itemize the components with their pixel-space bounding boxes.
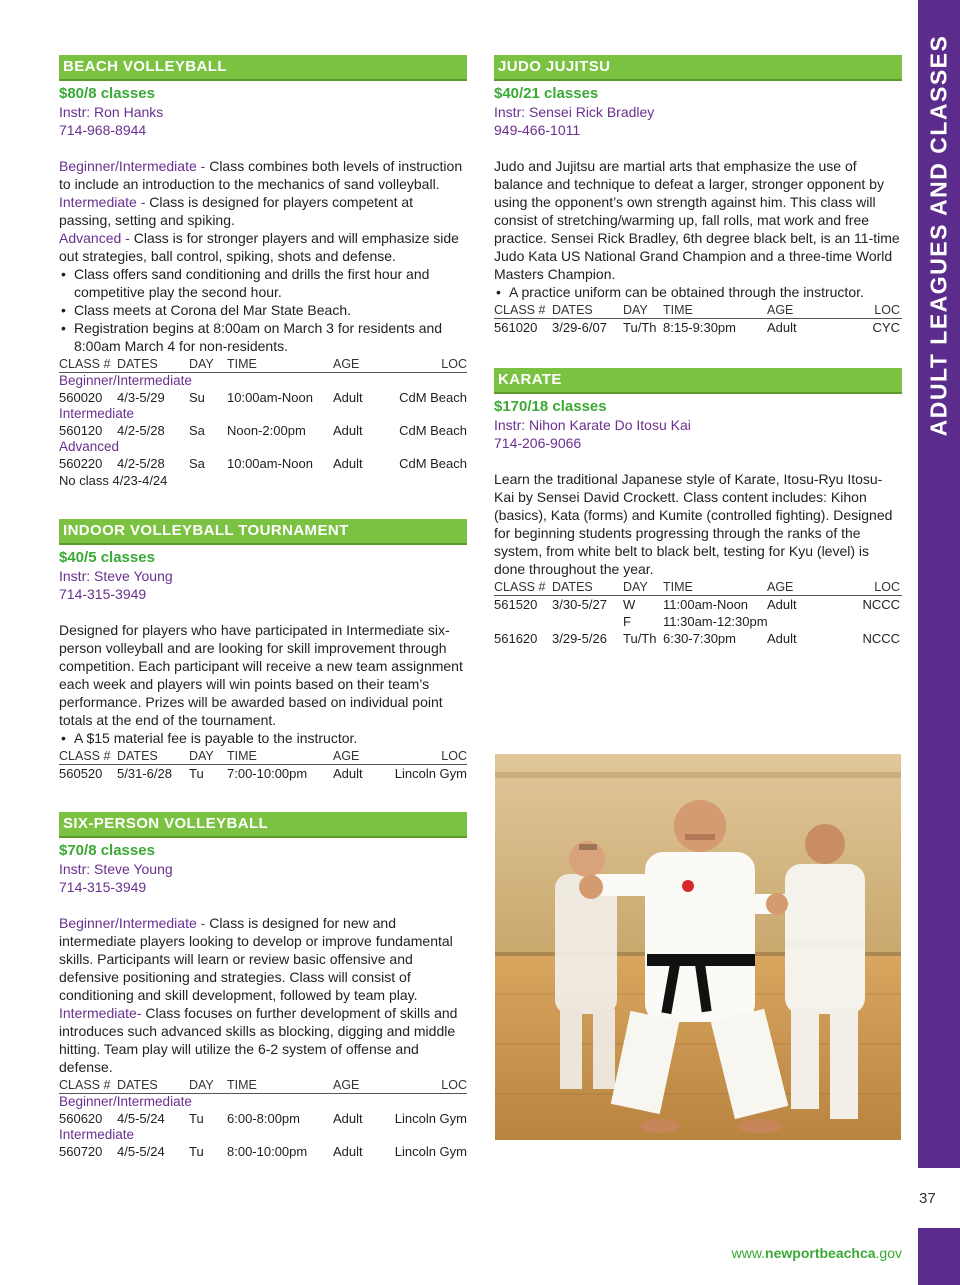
header-class: CLASS #: [494, 580, 546, 594]
table-header: [59, 1078, 467, 1094]
right-column: [494, 55, 902, 677]
instructor: Instr: Nihon Karate Do Itosu Kai: [494, 417, 691, 433]
header-age: AGE: [333, 749, 360, 763]
description: Learn the traditional Japanese style of Karate, Itosu-Ryu Itosu-Kai by Sensei David Crockett. Class content includes: Kihon (basics), Kata (forms) and Kumite (controlled fighting). Designed for beginning students progressing through the ranks of the system, from white belt to black belt, testing for Kyu (level) is done throughout the year.: [494, 471, 893, 577]
cell-day: Tu: [189, 1144, 204, 1159]
url-prefix: www.: [731, 1245, 766, 1261]
header-loc: LOC: [874, 580, 900, 594]
header-time: TIME: [227, 357, 257, 371]
cell-dates: 5/31-6/28: [117, 766, 172, 781]
level-text: Class is designed for new and intermediate players looking to develop or improve fundamental skills. Participants will learn or review basic offensive and defensive positioning and strategies. Class will consist of conditioning and skill development, followed by team play.: [59, 915, 453, 1003]
footer-url[interactable]: [732, 1245, 902, 1261]
header-time: TIME: [663, 303, 693, 317]
price: $40/5 classes: [59, 549, 155, 566]
header-dates: DATES: [117, 357, 158, 371]
cell-loc: Lincoln Gym: [394, 1144, 467, 1159]
phone: 714-206-9066: [494, 435, 582, 451]
cell-dates: [552, 613, 623, 630]
table-row: [59, 765, 467, 782]
judo-jujitsu-section: [494, 55, 902, 336]
url-domain: newportbeachca: [765, 1245, 876, 1261]
table-row: [59, 422, 467, 439]
header-class: CLASS #: [59, 749, 111, 763]
schedule-note: No class 4/23-4/24: [59, 473, 168, 488]
header-loc: LOC: [874, 303, 900, 317]
cell-age: Adult: [333, 390, 363, 405]
cell-class: 560720: [59, 1144, 103, 1159]
cell-day: Su: [189, 390, 205, 405]
price: $80/8 classes: [59, 85, 155, 102]
instructor: Instr: Steve Young: [59, 861, 173, 877]
bullet-list: [494, 283, 902, 301]
cell-age: Adult: [333, 766, 363, 781]
header-dates: DATES: [117, 749, 158, 763]
header-time: TIME: [227, 749, 257, 763]
section-heading: JUDO JUJITSU: [494, 55, 902, 81]
phone: 714-968-8944: [59, 122, 147, 138]
bullet-item: • A $15 material fee is payable to the instructor.: [74, 729, 467, 747]
phone: 949-466-1011: [494, 122, 581, 138]
level-label: Beginner/Intermediate -: [59, 915, 210, 931]
level-text: Class focuses on further development of skills and introduces such advanced skills as blocking, digging and middle hitting. Team play will utilize the 6-2 system of offense and defense.: [59, 1005, 458, 1075]
cell-class: 560220: [59, 456, 103, 471]
cell-class: [494, 613, 552, 630]
cell-class: 561620: [494, 631, 538, 646]
bullet-list: [59, 265, 467, 355]
cell-class: 561020: [494, 320, 538, 335]
header-age: AGE: [333, 357, 360, 371]
description: Designed for players who have participated in Intermediate six-person volleyball and are looking for skill improvement through competition. Each participant will receive a new team assignment each week and players will win points based on their team’s performance. Prizes will be awarded based on individual point totals at the end of the tournament.: [59, 622, 463, 728]
cell-day: Tu/Th: [623, 320, 657, 335]
cell-loc: [837, 613, 900, 630]
page-number: 37: [919, 1190, 936, 1207]
beach-volleyball-section: [59, 55, 467, 489]
karate-photo: [495, 754, 901, 1140]
header-day: DAY: [189, 1078, 214, 1092]
header-age: AGE: [333, 1078, 360, 1092]
sidebar-bottom-band: [918, 1228, 960, 1285]
instructor: Instr: Sensei Rick Bradley: [494, 104, 655, 120]
table-row: [494, 630, 902, 647]
schedule-table: [59, 357, 467, 489]
table-header: [59, 749, 467, 765]
table-row: [59, 389, 467, 406]
header-dates: DATES: [552, 580, 593, 594]
instructor: Instr: Ron Hanks: [59, 104, 164, 120]
cell-age: Adult: [333, 456, 363, 471]
cell-time: Noon-2:00pm: [227, 423, 306, 438]
level-text: Class is designed for players competent at passing, setting and spiking.: [59, 194, 414, 228]
cell-day: Tu: [189, 1111, 204, 1126]
section-heading: SIX-PERSON VOLLEYBALL: [59, 812, 467, 838]
header-time: TIME: [227, 1078, 257, 1092]
cell-time: 10:00am-Noon: [227, 390, 313, 405]
cell-time: 11:30am-12:30pm: [663, 614, 768, 629]
schedule-table: [494, 580, 902, 647]
schedule-table: [59, 749, 467, 782]
karate-section: [494, 368, 902, 647]
description: [59, 914, 467, 1004]
cell-time: 7:00-10:00pm: [227, 766, 308, 781]
price: $40/21 classes: [494, 85, 599, 102]
header-dates: DATES: [117, 1078, 158, 1092]
cell-dates: 3/29-6/07: [552, 320, 607, 335]
level-row: Beginner/Intermediate: [59, 1094, 192, 1109]
section-heading: BEACH VOLLEYBALL: [59, 55, 467, 81]
phone: 714-315-3949: [59, 586, 147, 602]
cell-dates: 3/30-5/27: [552, 597, 607, 612]
level-text: Class combines both levels of instruction to include an introduction to the mechanics of sand volleyball.: [59, 158, 463, 192]
header-loc: LOC: [441, 1078, 467, 1092]
bullet-list: [59, 729, 467, 747]
bullet-item: • Registration begins at 8:00am on March 3 for residents and 8:00am March 4 for non-residents.: [74, 319, 467, 355]
price: $170/18 classes: [494, 398, 607, 415]
schedule-table: [494, 303, 902, 336]
cell-day: Tu: [189, 766, 204, 781]
six-person-volleyball-section: [59, 812, 467, 1160]
cell-age: Adult: [767, 597, 797, 612]
table-row: [59, 455, 467, 472]
cell-age: [767, 613, 837, 630]
table-header: [494, 580, 902, 596]
cell-dates: 3/29-5/26: [552, 631, 607, 646]
cell-class: 560520: [59, 766, 103, 781]
header-class: CLASS #: [59, 357, 111, 371]
level-row: Intermediate: [59, 406, 135, 421]
level-label: Intermediate-: [59, 1005, 146, 1021]
cell-loc: Lincoln Gym: [394, 766, 467, 781]
table-row: [494, 613, 902, 630]
cell-time: 6:30-7:30pm: [663, 631, 736, 646]
level-label: Beginner/Intermediate -: [59, 158, 210, 174]
cell-day: Sa: [189, 423, 205, 438]
header-day: DAY: [623, 303, 648, 317]
header-age: AGE: [767, 303, 794, 317]
cell-class: 561520: [494, 597, 538, 612]
schedule-table: [59, 1078, 467, 1160]
cell-loc: CdM Beach: [399, 390, 467, 405]
left-column: [59, 55, 467, 1190]
cell-age: Adult: [767, 631, 797, 646]
cell-day: W: [623, 597, 636, 612]
header-day: DAY: [189, 749, 214, 763]
section-heading: INDOOR VOLLEYBALL TOURNAMENT: [59, 519, 467, 545]
level-row: Advanced: [59, 439, 120, 454]
cell-time: 10:00am-Noon: [227, 456, 313, 471]
level-text: Class is for stronger players and will emphasize side out strategies, ball control, spiking, shots and defense.: [59, 230, 459, 264]
description: [59, 157, 467, 193]
header-class: CLASS #: [59, 1078, 111, 1092]
instructor: Instr: Steve Young: [59, 568, 173, 584]
cell-loc: CdM Beach: [399, 423, 467, 438]
level-label: Advanced -: [59, 230, 134, 246]
cell-time: 11:00am-Noon: [663, 597, 749, 612]
header-loc: LOC: [441, 749, 467, 763]
url-suffix: .gov: [875, 1245, 902, 1261]
cell-age: Adult: [767, 320, 797, 335]
bullet-item: • Class meets at Corona del Mar State Beach.: [74, 301, 467, 319]
header-day: DAY: [189, 357, 214, 371]
cell-age: Adult: [333, 423, 363, 438]
description: Judo and Jujitsu are martial arts that emphasize the use of balance and technique to defeat a larger, stronger opponent by using the opponent’s own strength against him. This class will consist of stretching/warming up, fall rolls, mat work and free practice. Sensei Rick Bradley, 6th degree black belt, is an 11-time Judo Kata US National Grand Champion and a three-time World Masters Champion.: [494, 158, 900, 282]
phone: 714-315-3949: [59, 879, 147, 895]
cell-dates: 4/5-5/24: [117, 1144, 165, 1159]
cell-age: Adult: [333, 1144, 363, 1159]
header-age: AGE: [767, 580, 794, 594]
table-row: [59, 1143, 467, 1160]
sidebar-band: [918, 0, 960, 1168]
table-header: [59, 357, 467, 373]
header-dates: DATES: [552, 303, 593, 317]
header-loc: LOC: [441, 357, 467, 371]
price: $70/8 classes: [59, 842, 155, 859]
cell-time: 8:15-9:30pm: [663, 320, 736, 335]
cell-dates: 4/2-5/28: [117, 423, 165, 438]
cell-loc: CdM Beach: [399, 456, 467, 471]
level-label: Intermediate -: [59, 194, 150, 210]
cell-age: Adult: [333, 1111, 363, 1126]
table-header: [494, 303, 902, 319]
table-row: [59, 1110, 467, 1127]
cell-loc: Lincoln Gym: [394, 1111, 467, 1126]
cell-day: F: [623, 614, 631, 629]
bullet-item: • A practice uniform can be obtained through the instructor.: [509, 283, 902, 301]
cell-class: 560020: [59, 390, 103, 405]
table-row: [494, 319, 902, 336]
description: [59, 1004, 467, 1076]
cell-dates: 4/5-5/24: [117, 1111, 165, 1126]
cell-dates: 4/2-5/28: [117, 456, 165, 471]
cell-loc: NCCC: [862, 631, 900, 646]
bullet-item: • Class offers sand conditioning and drills the first hour and competitive play the second hour.: [74, 265, 467, 301]
indoor-volleyball-section: [59, 519, 467, 782]
cell-class: 560120: [59, 423, 103, 438]
description: [59, 229, 467, 265]
level-row: Intermediate: [59, 1127, 135, 1142]
cell-time: 8:00-10:00pm: [227, 1144, 308, 1159]
cell-dates: 4/3-5/29: [117, 390, 165, 405]
section-heading: KARATE: [494, 368, 902, 394]
description: [59, 193, 467, 229]
header-class: CLASS #: [494, 303, 546, 317]
cell-class: 560620: [59, 1111, 103, 1126]
cell-day: Sa: [189, 456, 205, 471]
header-time: TIME: [663, 580, 693, 594]
cell-day: Tu/Th: [623, 631, 657, 646]
header-day: DAY: [623, 580, 648, 594]
sidebar-title: ADULT LEAGUES AND CLASSES: [925, 34, 952, 436]
cell-loc: CYC: [872, 320, 900, 335]
cell-time: 6:00-8:00pm: [227, 1111, 300, 1126]
cell-loc: NCCC: [862, 597, 900, 612]
level-row: Beginner/Intermediate: [59, 373, 192, 388]
table-row: [494, 596, 902, 613]
